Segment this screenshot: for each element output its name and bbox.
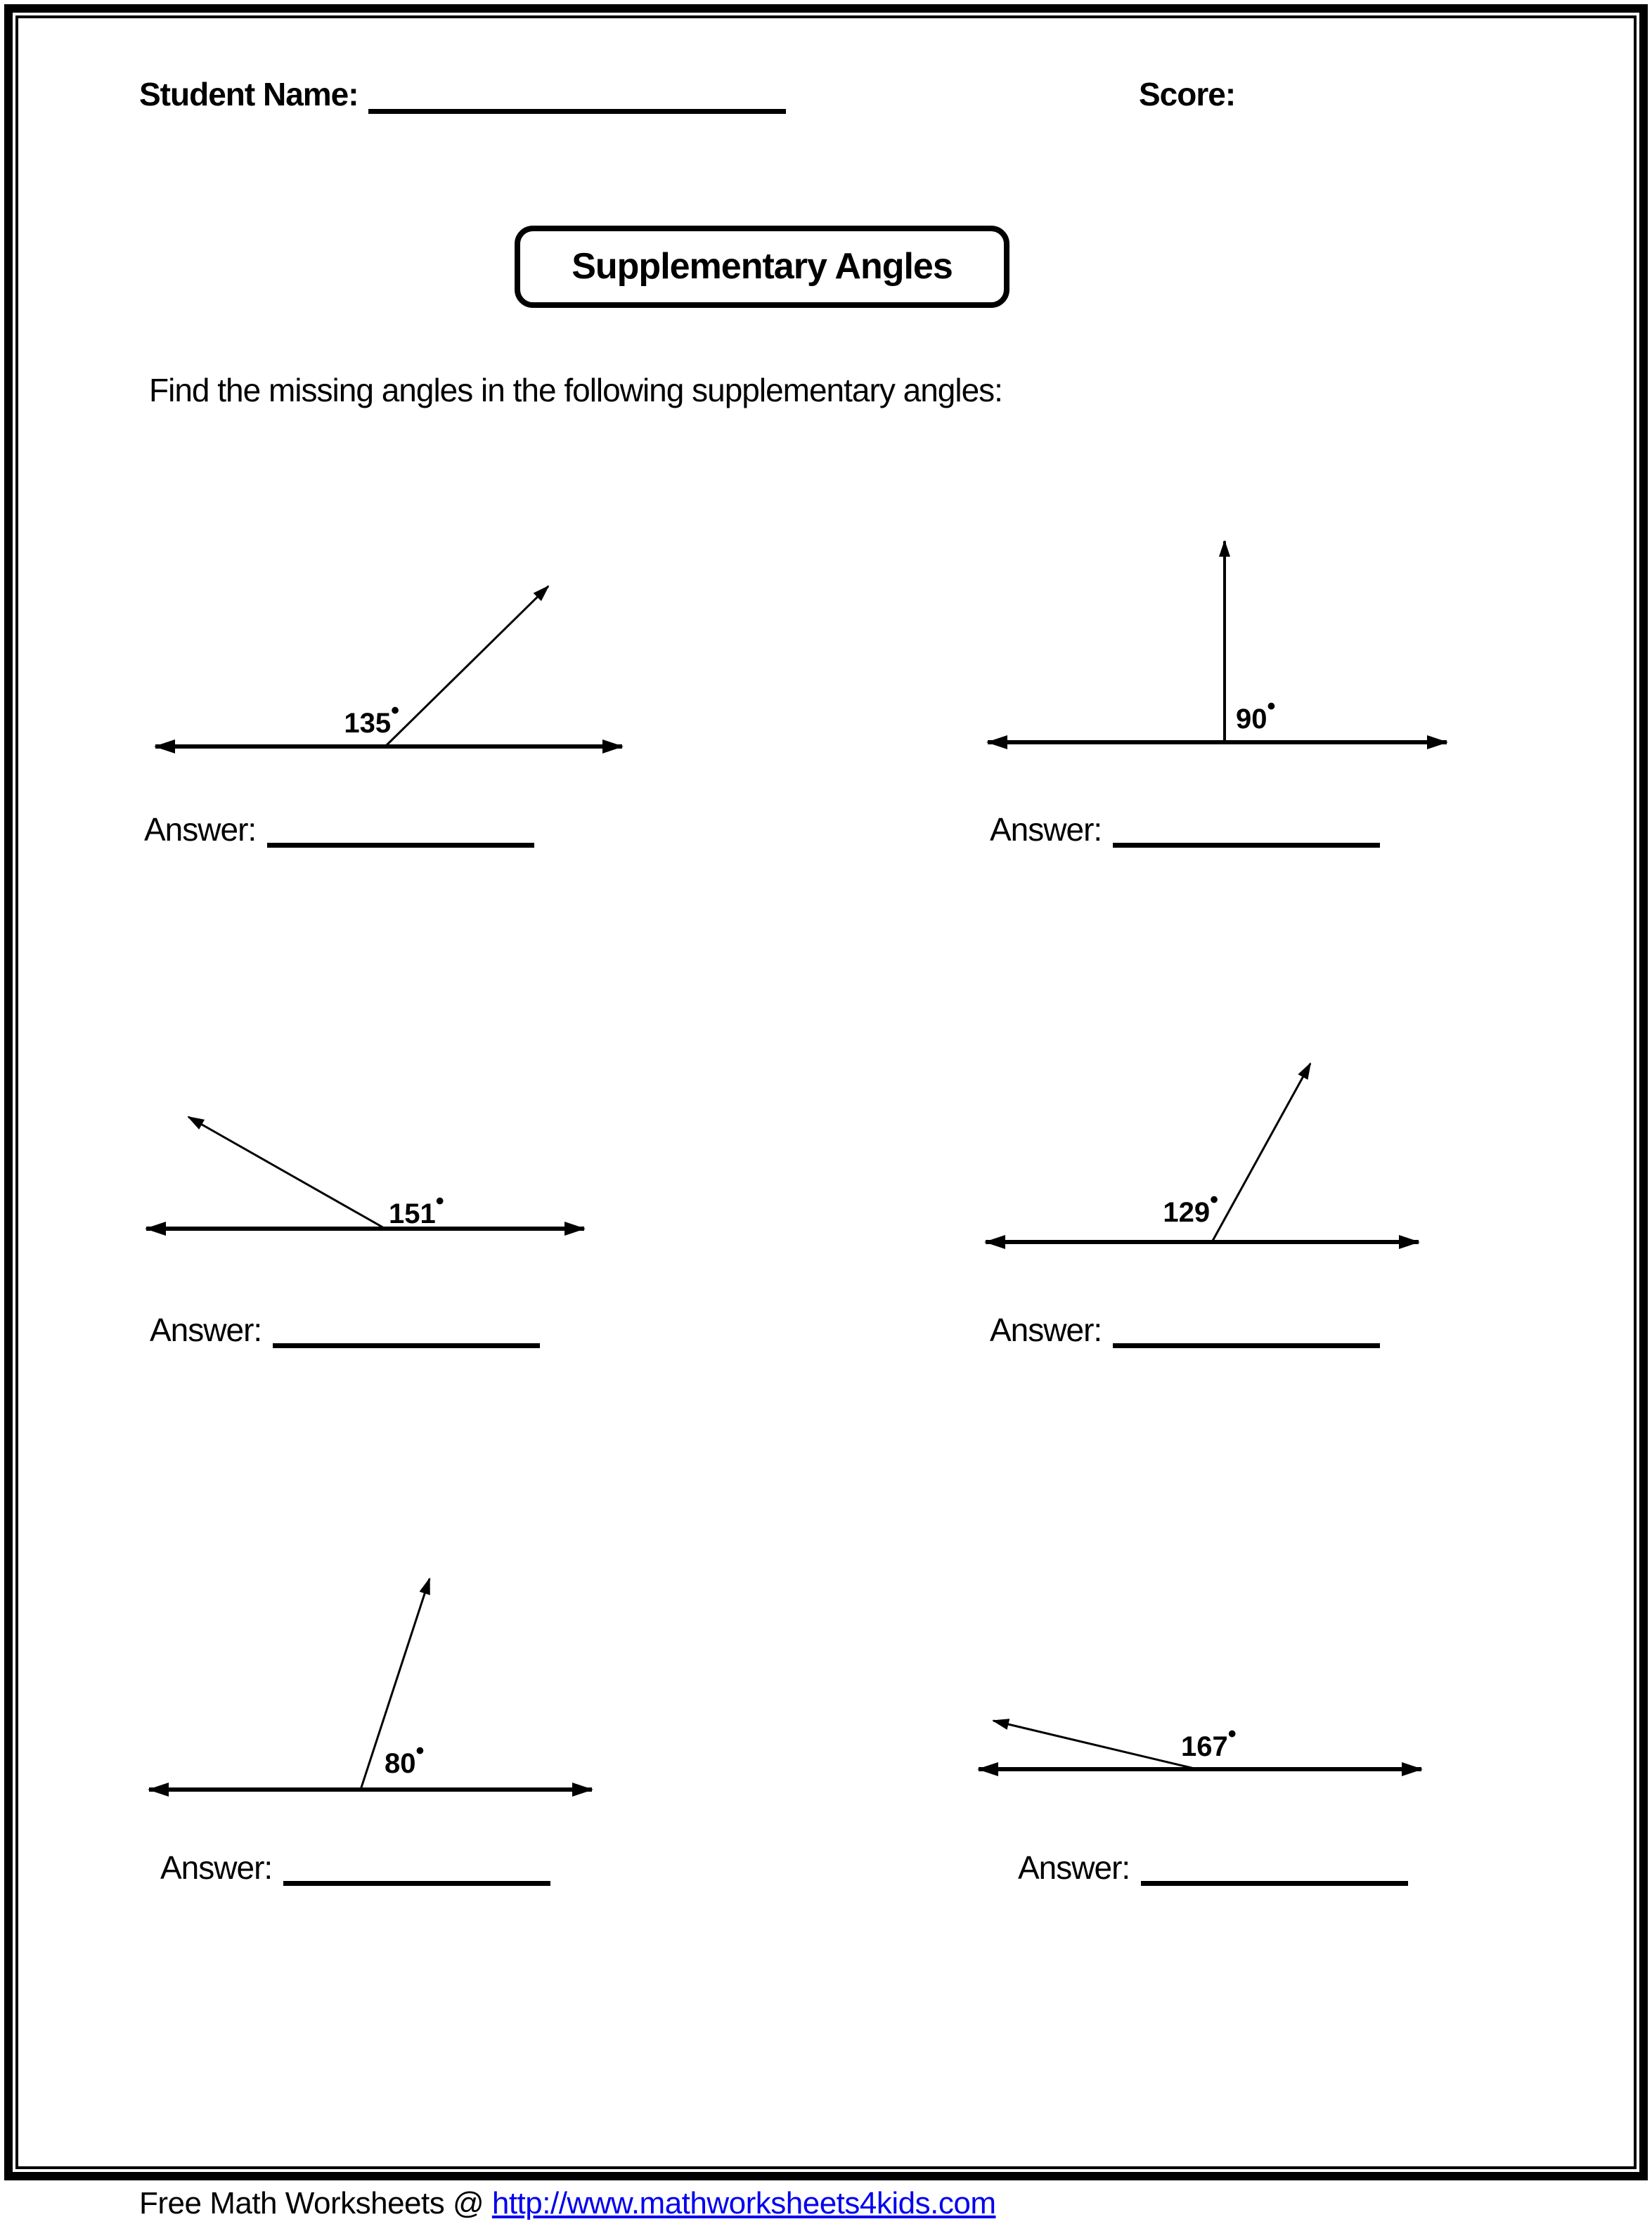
answer-field-6[interactable] bbox=[1141, 1881, 1408, 1886]
answer-row-2-right bbox=[990, 1309, 1380, 1351]
student-name-label: Student Name: bbox=[139, 76, 359, 112]
angle-label: 90• bbox=[1236, 693, 1276, 735]
degree-symbol: • bbox=[391, 697, 399, 724]
angle-label: 151• bbox=[389, 1188, 444, 1229]
answer-label: Answer: bbox=[990, 811, 1102, 848]
angle-label: 135• bbox=[344, 697, 399, 739]
student-name-row bbox=[139, 73, 786, 115]
answer-field-4[interactable] bbox=[1113, 1343, 1380, 1348]
degree-symbol: • bbox=[1227, 1721, 1237, 1747]
answer-row-1-right bbox=[990, 808, 1380, 851]
answer-row-2-left bbox=[150, 1309, 540, 1351]
answer-field-1[interactable] bbox=[267, 843, 534, 848]
problem-3-figure bbox=[137, 1097, 601, 1251]
angle-ray bbox=[188, 1117, 385, 1229]
degree-symbol: • bbox=[1267, 693, 1276, 720]
answer-row-3-right bbox=[1018, 1847, 1408, 1889]
answer-field-3[interactable] bbox=[273, 1343, 540, 1348]
page-title: Supplementary Angles bbox=[572, 246, 953, 287]
angle-ray bbox=[993, 1721, 1197, 1769]
answer-label: Answer: bbox=[150, 1312, 262, 1348]
problem-4-figure bbox=[974, 1040, 1438, 1251]
score-label: Score: bbox=[1139, 76, 1236, 112]
degree-symbol: • bbox=[435, 1188, 444, 1215]
degree-symbol: • bbox=[1210, 1186, 1218, 1213]
answer-label: Answer: bbox=[1018, 1849, 1130, 1886]
title-box bbox=[515, 226, 1009, 308]
student-name-field[interactable] bbox=[368, 109, 786, 114]
problem-5-figure bbox=[137, 1560, 601, 1803]
footer-link[interactable]: http://www.mathworksheets4kids.com bbox=[491, 2186, 996, 2220]
answer-label: Answer: bbox=[144, 811, 257, 848]
degree-symbol: • bbox=[415, 1738, 425, 1764]
instruction-text: Find the missing angles in the following supplementary angles: bbox=[149, 372, 1002, 408]
angle-label: 129• bbox=[1163, 1186, 1218, 1228]
angle-label: 80• bbox=[385, 1738, 425, 1779]
answer-field-5[interactable] bbox=[283, 1881, 550, 1886]
angle-ray bbox=[1212, 1063, 1310, 1242]
angle-ray bbox=[385, 586, 548, 746]
angle-label: 167• bbox=[1181, 1721, 1237, 1762]
problem-2-figure bbox=[977, 520, 1462, 759]
problem-1-figure bbox=[141, 534, 640, 766]
answer-label: Answer: bbox=[990, 1312, 1102, 1348]
footer bbox=[139, 2183, 995, 2224]
answer-row-1-left bbox=[144, 808, 534, 851]
answer-label: Answer: bbox=[160, 1849, 273, 1886]
footer-text: Free Math Worksheets @ bbox=[139, 2186, 492, 2220]
answer-row-3-left bbox=[160, 1847, 550, 1889]
problem-6-figure bbox=[970, 1659, 1434, 1821]
answer-field-2[interactable] bbox=[1113, 843, 1380, 848]
